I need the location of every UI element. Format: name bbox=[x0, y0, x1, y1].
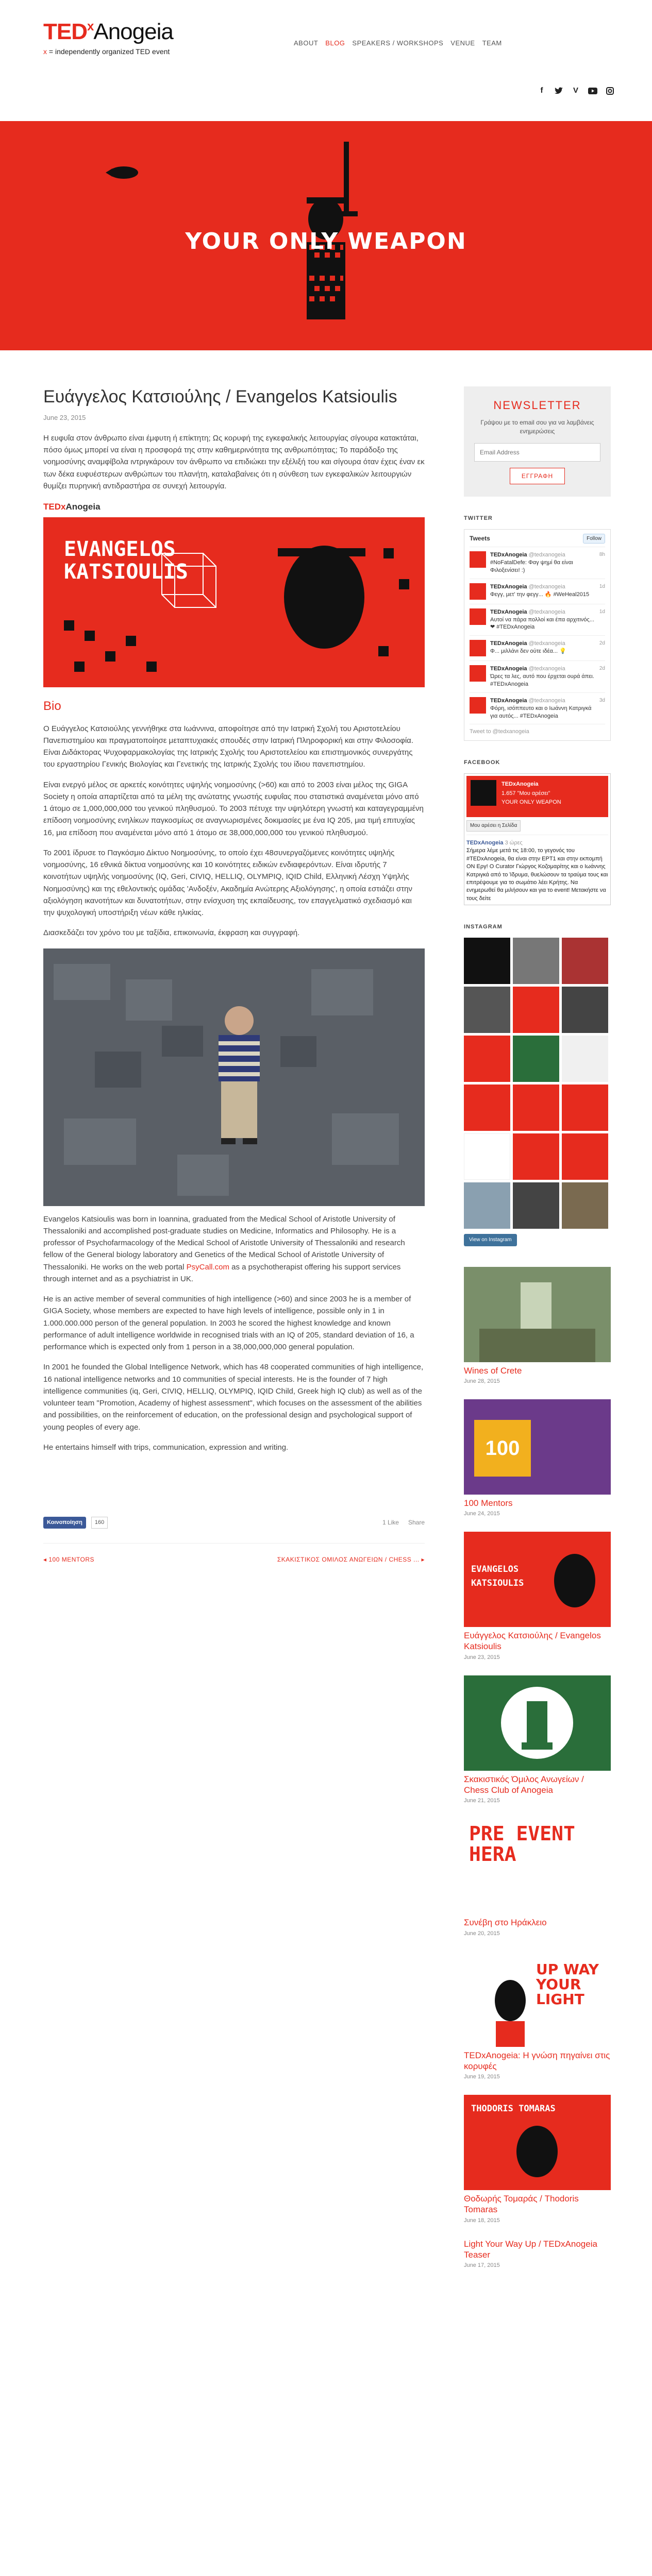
tweet[interactable] bbox=[470, 547, 605, 579]
tweet-text: Φεγγ, μετ' την φεγγ... 🔥 #WeHeal2015 bbox=[490, 591, 590, 598]
tweet-handle: @tedxanogeia bbox=[528, 697, 565, 704]
instagram-photo[interactable] bbox=[562, 987, 608, 1033]
tweet-author: TEDxAnogeia bbox=[490, 552, 527, 558]
post-date: June 23, 2015 bbox=[43, 413, 86, 421]
recent-post-date: June 20, 2015 bbox=[464, 1930, 500, 1937]
facebook-likes: 1.657 "Μου αρέσει" bbox=[501, 790, 550, 796]
recent-post-title[interactable]: 100 Mentors bbox=[464, 1498, 513, 1508]
katsioulis-thumb-text: EVANGELOS KATSIOULIS bbox=[471, 1564, 524, 1588]
instagram-photo[interactable] bbox=[464, 1036, 510, 1082]
facebook-share-button[interactable]: Κοινοποίηση bbox=[43, 1517, 86, 1529]
recent-post-image bbox=[464, 2095, 611, 2190]
tweet-author: TEDxAnogeia bbox=[490, 640, 527, 647]
recent-post[interactable] bbox=[464, 1675, 611, 1806]
facebook-post: TEDxAnogeia 3 ώρες Σήμερα λέμε μετά τις 18:00, το γεγονός του #TEDxAnogeia, θα είναι στην ΕΡΤ1 και στην εκπομπή ON Εργ! Ο Curator Γιώργος Κοζομαρίτης και ο Ιωάννης Κατριγκά από το Ίδρυμα, θυελώσουν τα τραύμα τους και επιτρέψουμε για το σωμάτιο λέει Κρήτης. Να ενημερωθεί θα μιλήσουν και για το event! Μετακήστε να τους δείτε bbox=[466, 835, 608, 903]
tweet-handle: @tedxanogeia bbox=[528, 552, 565, 558]
twitter-widget-header: Tweets Follow bbox=[470, 534, 605, 548]
tweet-avatar bbox=[470, 640, 486, 656]
post-intro: Η ευφυΐα στον άνθρωπο είναι έμφυτη ή επίκτητη; Ως κορυφή της εγκεφαλικής λειτουργίας σίγουρα κατακτάται, πόσο όμως μπορεί να είναι η προσφορά της στην καθημερινότητα της ανθρωπότητας; Το παράδοξο της νοημοσύνης αναμφίβολα ιντριγκάρουν τον άνθρωπο να επιδιώκει την εξέλιξή του και σίγουρα όταν έχεις έναν εκ των δέκα ευφυέστερων ανθρώπων του πλανήτη, καταλαβαίνεις ότι η σύνθεση των εγκεφαλικών λειτουργιών θυμίζει πυρηνική αντιδραστήρα σε συνεχή λειτουργία. bbox=[43, 433, 425, 490]
recent-post-title[interactable]: Ευάγγελος Κατσιούλης / Evangelos Katsioulis bbox=[464, 1631, 601, 1652]
recent-post-date: June 23, 2015 bbox=[464, 1654, 500, 1660]
card-name: EVANGELOS KATSIOULIS bbox=[64, 537, 188, 584]
card-logo: TEDxAnogeia bbox=[43, 502, 101, 512]
instagram-photo[interactable] bbox=[464, 1084, 510, 1131]
recent-post-image bbox=[464, 1952, 611, 2047]
vimeo-icon[interactable]: V bbox=[573, 86, 578, 95]
recent-post[interactable] bbox=[464, 1952, 611, 2082]
pre-event-thumb-text: PRE EVENT HERA bbox=[469, 1822, 575, 1866]
site-logo[interactable] bbox=[43, 21, 173, 58]
recent-post-date: June 28, 2015 bbox=[464, 1378, 500, 1384]
nav-team[interactable]: TEAM bbox=[482, 39, 502, 47]
hero-banner bbox=[0, 121, 652, 350]
recent-post[interactable] bbox=[464, 2239, 611, 2270]
tomaras-thumb-text: THODORIS TOMARAS bbox=[471, 2104, 556, 2114]
facebook-page-name[interactable]: TEDxAnogeia bbox=[501, 781, 539, 788]
share-bar bbox=[43, 1515, 425, 1530]
newsletter-title: NEWSLETTER bbox=[493, 399, 581, 412]
instagram-photo[interactable] bbox=[513, 1036, 559, 1082]
post-title: Ευάγγελος Κατσιούλης / Evangelos Katsioulis bbox=[43, 387, 397, 406]
post-article bbox=[43, 350, 425, 1565]
tweet-time: 3d bbox=[599, 697, 605, 703]
twitter-follow-button[interactable]: Follow bbox=[583, 534, 605, 544]
recent-post-title[interactable]: TEDxAnogeia: Η γνώση πηγαίνει στις κορυφές bbox=[464, 2050, 610, 2071]
recent-post-title[interactable]: Θοδωρής Τομαράς / Thodoris Tomaras bbox=[464, 2194, 579, 2215]
tweet[interactable] bbox=[470, 693, 605, 725]
recent-post-title[interactable]: Light Your Way Up / TEDxAnogeia Teaser bbox=[464, 2239, 597, 2260]
instagram-heading: INSTAGRAM bbox=[464, 924, 503, 930]
facebook-heading: FACEBOOK bbox=[464, 759, 500, 766]
tweet-time: 2d bbox=[599, 666, 605, 672]
instagram-photo[interactable] bbox=[562, 1084, 608, 1131]
instagram-photo[interactable] bbox=[562, 1036, 608, 1082]
light-way-thumb-text: UP WAY YOUR LIGHT bbox=[536, 1960, 599, 2008]
tweet-avatar bbox=[470, 608, 486, 625]
recent-post[interactable] bbox=[464, 1819, 611, 1938]
instagram-photo[interactable] bbox=[562, 1133, 608, 1180]
bio-gr-3: Το 2001 ίδρυσε το Παγκόσμιο Δίκτυο Νοημοσύνης, το οποίο έχει 48συνεργαζόμενες κοινότητες υψηλής νοημοσύνης, 16 εθνικά δίκτυα νοημοσύνης και 10 κοινότητες ειδικών ενδιαφερόντων. Είναι ιδρυτής 7 κοινοτήτων υψηλής νοημοσύνης (IQ, Geri, CIVIQ, HELLIQ, OLYMPIQ, IQID Child, Ελληνική Λέσχη Υψηλής Νοημοσύνης) και της εθελοντικής ομάδας 'Ανδοξέν, Ακαδημία Ανώτερης Αξιολόγησης', η οποία εστιάζει στην αξιολόγηση ικανοτήτων και δυνατοτήτων, στην ενίσχυση της εκπαίδευσης, τον επαγγελματικό σχεδιασμό και την ψυχολογική υποστήριξη νέων κάθε ηλικίας. bbox=[43, 848, 413, 918]
tweet-avatar bbox=[470, 583, 486, 600]
instagram-photo[interactable] bbox=[464, 938, 510, 984]
instagram-photo[interactable] bbox=[513, 1182, 559, 1229]
page-body bbox=[0, 350, 652, 2576]
like-button[interactable]: 1 Like bbox=[382, 1518, 399, 1526]
bio-en-3: In 2001 he founded the Global Intelligence Network, which has 48 cooperated communities of high intelligence, 16 national intelligence networks and 10 communities of special interests. He is the founder of 7 high intelligence communities (iq, Geri, CIVIQ, HELLIQ, OLYMPIQ, IQID Child, Greek high IQ club) as well as of the volunteer team "Promotion, Academy of highest assessment", which focuses on the assessment of the abilities and possibilities, on the reinforcement of education, on the professional design and psychological support of young peoples of every age. bbox=[43, 1363, 424, 1432]
tweet[interactable] bbox=[470, 636, 605, 661]
newsletter-submit-button[interactable]: ΕΓΓΡΑΦΗ bbox=[510, 468, 565, 484]
tweet-time: 1d bbox=[599, 608, 605, 615]
logo-x: x bbox=[87, 20, 94, 33]
recent-post[interactable] bbox=[464, 1532, 611, 1662]
instagram-view-button[interactable]: View on Instagram bbox=[464, 1234, 517, 1246]
nav-blog[interactable]: BLOG bbox=[325, 39, 345, 47]
bio-gr-1: Ο Ευάγγελος Κατσιούλης γεννήθηκε στα Ιωάννινα, αποφοίτησε από την Ιατρική Σχολή του Αριστοτελείου Πανεπιστημίου και πραγματοποίησε μεταπτυχιακές σπουδές στην Ιατρική Πληροφορική και στην Φιλοσοφία. Είναι Διδάκτορας Ψυχοφαρμακολογίας της Ιατρικής Σχολής του Αριστοτελείου και επιστημονικός συνεργάτης του εργαστηρίου Γενικής Βιολογίας και Γενετικής της Ιατρικής Σχολής του ίδιου πανεπιστημίου. bbox=[43, 724, 414, 769]
tweet-avatar bbox=[470, 697, 486, 714]
tweet[interactable] bbox=[470, 604, 605, 636]
psycall-link[interactable]: PsyCall.com bbox=[186, 1262, 229, 1272]
recent-post-image bbox=[464, 1675, 611, 1771]
tweet-handle: @tedxanogeia bbox=[528, 666, 565, 672]
tweet-author: TEDxAnogeia bbox=[490, 697, 527, 704]
facebook-icon[interactable]: f bbox=[540, 86, 543, 95]
facebook-tag: YOUR ONLY WEAPON bbox=[501, 799, 561, 805]
tweet-avatar bbox=[470, 551, 486, 568]
chess-logo-art bbox=[464, 1675, 611, 1771]
tweet-author: TEDxAnogeia bbox=[490, 666, 527, 672]
tweet-author: TEDxAnogeia bbox=[490, 583, 527, 590]
tweet-author: TEDxAnogeia bbox=[490, 608, 527, 615]
recent-post-date: June 24, 2015 bbox=[464, 1511, 500, 1517]
tweet-handle: @tedxanogeia bbox=[528, 640, 565, 647]
recent-post-title[interactable]: Wines of Crete bbox=[464, 1365, 522, 1376]
tweet[interactable] bbox=[470, 661, 605, 693]
site-header bbox=[0, 0, 652, 121]
tweet-text: Φόρη, ισόππευτο και ο Ιωάννη Κατριγκά για αυτός... #TEDxAnogeia bbox=[490, 705, 592, 719]
facebook-page-avatar bbox=[471, 780, 496, 806]
recent-post-image bbox=[464, 1267, 611, 1362]
recent-post[interactable] bbox=[464, 1267, 611, 1386]
recent-post-title[interactable]: Σκακιστικός Όμιλος Ανωγείων / Chess Club of Anogeia bbox=[464, 1774, 584, 1795]
instagram-photo[interactable] bbox=[513, 1084, 559, 1131]
facebook-cover bbox=[466, 776, 608, 817]
share-count: 160 bbox=[91, 1517, 108, 1529]
logo-city: Anogeia bbox=[93, 19, 173, 44]
bio-en-1: Evangelos Katsioulis was born in Ioannina, graduated from the Medical School of Aristotle University of Thessaloniki and accomplished post-graduate studies on Medicine, Informatics and Philosophy. He is a professor of Psychofarmacology of the Medical School of Aristotle University of Thessaloniki and research fellow of the General biology laboratory and Genetics of the Medical School of Aristotle University of Thessaloniki. He works on the web portal PsyCall.com as a psychotherapist offering his support services through internet and as a psychiatrist in UK. bbox=[43, 1214, 405, 1283]
tweet-handle: @tedxanogeia bbox=[528, 608, 565, 615]
tweet-text: Φ... μιλλάνι δεν ούτε ιδέα... 💡 bbox=[490, 648, 566, 655]
banner-title: YOUR ONLY WEAPON bbox=[185, 228, 467, 255]
instagram-photo[interactable] bbox=[464, 1133, 510, 1180]
instagram-photo[interactable] bbox=[562, 938, 608, 984]
post-navigation bbox=[43, 1543, 425, 1565]
tweet-list bbox=[470, 547, 605, 724]
recent-post-image bbox=[464, 1532, 611, 1627]
share-button[interactable]: Share bbox=[408, 1518, 425, 1526]
recent-post-date: June 21, 2015 bbox=[464, 1798, 500, 1804]
tweet-to-link[interactable]: Tweet to @tedxanogeia bbox=[470, 728, 529, 735]
twitter-icon[interactable] bbox=[553, 85, 564, 96]
instagram-photo[interactable] bbox=[464, 987, 510, 1033]
recent-post-image bbox=[464, 1399, 611, 1495]
recent-posts bbox=[464, 1267, 611, 2270]
newsletter-text: Γράψου με το email σου για να λαμβάνεις ενημερώσεις bbox=[480, 419, 594, 435]
tweet-time: 8h bbox=[599, 552, 605, 558]
nav-venue[interactable]: VENUE bbox=[450, 39, 475, 47]
facebook-like-button[interactable]: Μου αρέσει η Σελίδα bbox=[466, 820, 521, 832]
tweet-avatar bbox=[470, 665, 486, 682]
header-social bbox=[536, 85, 615, 96]
next-post-link[interactable]: ΣΚΑΚΙΣΤΙΚΟΣ ΟΜΙΛΟΣ ΑΝΩΓΕΙΩΝ / CHESS ... ▸ bbox=[277, 1556, 425, 1564]
mentors-logo: 100 bbox=[474, 1420, 531, 1477]
bio-en-2: He is an active member of several communities of high intelligence (>60) and since 2003 he is a member of GIGA Society, whose members are expected to have high levels of intelligence, possible only in 1 in 1.000.000.000 person of the general population. In 2003 he scored the highest knowledge and known performance of adult intelligence worldwide in recognised trials with an IQ of 205, standard deviation of 16, a performance which is expected only from 1 person in a 38,000,000,000 general population. bbox=[43, 1295, 414, 1352]
wine-glass-art bbox=[464, 1267, 611, 1362]
instagram-photo[interactable] bbox=[513, 987, 559, 1033]
logo-tagline: x = independently organized TED event bbox=[43, 47, 170, 56]
bio-gr-4: Διασκεδάζει τον χρόνο του με ταξίδια, επικοινωνία, έκφραση και συγγραφή. bbox=[43, 928, 300, 938]
facebook-widget bbox=[464, 773, 611, 905]
youtube-icon[interactable] bbox=[587, 85, 598, 96]
recent-post-date: June 19, 2015 bbox=[464, 2074, 500, 2080]
instagram-photo[interactable] bbox=[464, 1182, 510, 1229]
tweet-handle: @tedxanogeia bbox=[528, 583, 565, 590]
tweet-time: 2d bbox=[599, 640, 605, 647]
twitter-heading: TWITTER bbox=[464, 515, 493, 521]
instagram-photo[interactable] bbox=[513, 1133, 559, 1180]
share-actions bbox=[382, 1518, 425, 1528]
speaker-photo bbox=[43, 948, 425, 1206]
speaker-card-image bbox=[43, 517, 425, 687]
instagram-photo[interactable] bbox=[513, 938, 559, 984]
tweet-text: #NoFatalDefe: Φαγ ψημί θα είναι Φιλοξενίσει! :) bbox=[490, 560, 573, 573]
speaker-card-art bbox=[43, 517, 425, 687]
bio-en-4: He entertains himself with trips, communication, expression and writing. bbox=[43, 1443, 289, 1452]
instagram-icon[interactable] bbox=[604, 85, 615, 96]
recent-post-date: June 18, 2015 bbox=[464, 2217, 500, 2224]
instagram-photo[interactable] bbox=[562, 1182, 608, 1229]
bio-heading: Bio bbox=[43, 699, 61, 713]
recent-post-title[interactable]: Συνέβη στο Ηράκλειο bbox=[464, 1918, 547, 1928]
prev-post-link[interactable]: ◂ 100 MENTORS bbox=[43, 1556, 94, 1564]
tweet-text: Αυτοί να πάρα πολλοί και έπα αρχιτινός... ❤ #TEDxAnogeia bbox=[490, 616, 595, 631]
twitter-widget bbox=[464, 529, 611, 741]
tweet-time: 1d bbox=[599, 583, 605, 589]
instagram-grid bbox=[464, 938, 611, 1229]
logo-ted: TED bbox=[43, 19, 87, 44]
main-nav bbox=[294, 38, 502, 48]
nav-speakers[interactable]: SPEAKERS / WORKSHOPS bbox=[352, 39, 444, 47]
newsletter-email-input[interactable] bbox=[474, 443, 600, 462]
speaker-photo-art bbox=[43, 948, 425, 1206]
recent-post-image bbox=[464, 1819, 611, 1914]
recent-post[interactable] bbox=[464, 1399, 611, 1518]
tweet-text: Ώρες τα λες, αυτό που έρχεται ουρά άπει. #TEDxAnogeia bbox=[490, 673, 594, 687]
bio-gr-2: Είναι ενεργό μέλος σε αρκετές κοινότητες υψηλής νοημοσύνης (>60) και από το 2003 είναι μέλος της GIGA Society η οποία απαρτίζεται από τα μέλη της ανώτατης γνωστής ευφυΐας που στατιστικά αναμένεται μόνο από 1 άτομο σε 1,000,000,000 του γενικού πληθυσμού. Το 2003 πέτυχε την υψηλότερη γνωστή και καταγεγραμμένη επίδοση νοημοσύνης ενηλίκων παγκοσμίως σε αναγνωρισμένες δοκιμασίες με ένα IQ 205, μια τιμή επιτυχίας 16, μια επίδοση που αναμένεται μόνο από 1 άτομο σε 38,000,000,000 του γενικού πληθυσμού. bbox=[43, 780, 424, 837]
sidebar bbox=[464, 350, 611, 2283]
recent-post[interactable] bbox=[464, 2095, 611, 2225]
recent-post-date: June 17, 2015 bbox=[464, 2262, 500, 2269]
tweet[interactable] bbox=[470, 579, 605, 604]
newsletter-widget bbox=[464, 386, 611, 497]
nav-about[interactable]: ABOUT bbox=[294, 39, 319, 47]
